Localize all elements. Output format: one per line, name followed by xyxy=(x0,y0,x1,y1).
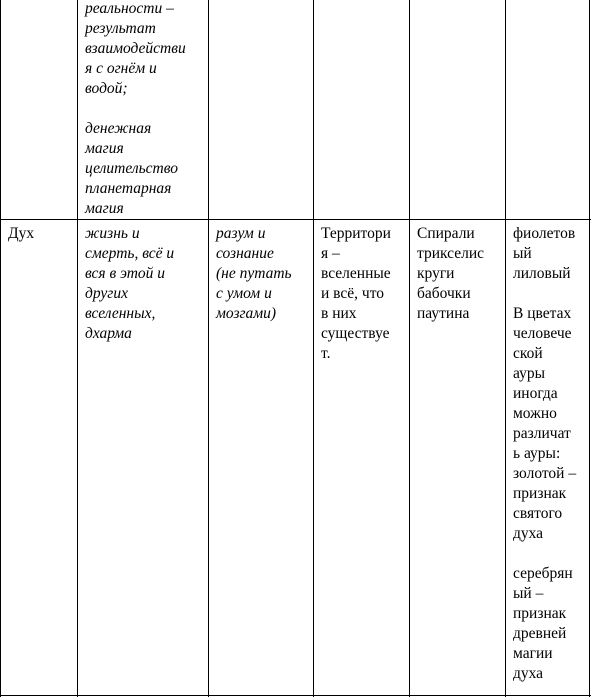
row2-cell-symbols xyxy=(410,220,505,695)
row2-symbols-text: Спирали трикселис круги бабочки паутина xyxy=(417,225,485,322)
row1-cell-3 xyxy=(209,0,313,219)
table-border-right xyxy=(589,0,590,697)
row1-cell-1 xyxy=(1,0,77,219)
row1-cell-6 xyxy=(506,0,589,219)
row1-cell-5 xyxy=(410,0,505,219)
row2-sphere-text: жизнь и смерть, всё и вся в этой и других вселенных, дхарма xyxy=(85,225,175,342)
row1-cell-4 xyxy=(314,0,409,219)
row2-cell-element xyxy=(1,220,77,695)
row2-cell-territory xyxy=(314,220,409,695)
row2-cell-colors xyxy=(506,220,589,695)
row2-aspect-text: разум и сознание (не путать с умом и мозгами) xyxy=(216,225,292,322)
row2-colors-text: фиолетов ый лиловый В цветах человече ской ауры иногда можно различат ь ауры: золотой – признак святого духа серебрян ый – признак древней магии духа xyxy=(513,225,577,682)
row2-element-name: Дух xyxy=(8,225,35,242)
row2-cell-aspect xyxy=(209,220,313,695)
row2-cell-sphere xyxy=(78,220,208,695)
row2-territory-text: Территори я – вселенные и всё, что в них существуе т. xyxy=(321,225,391,362)
row1-cell-2 xyxy=(78,0,208,219)
row1-cell-2-text: реальности – результат взаимодействи я с огнём и водой; денежная магия целительство планетарная магия xyxy=(85,0,186,217)
table-border-bottom xyxy=(0,695,591,696)
